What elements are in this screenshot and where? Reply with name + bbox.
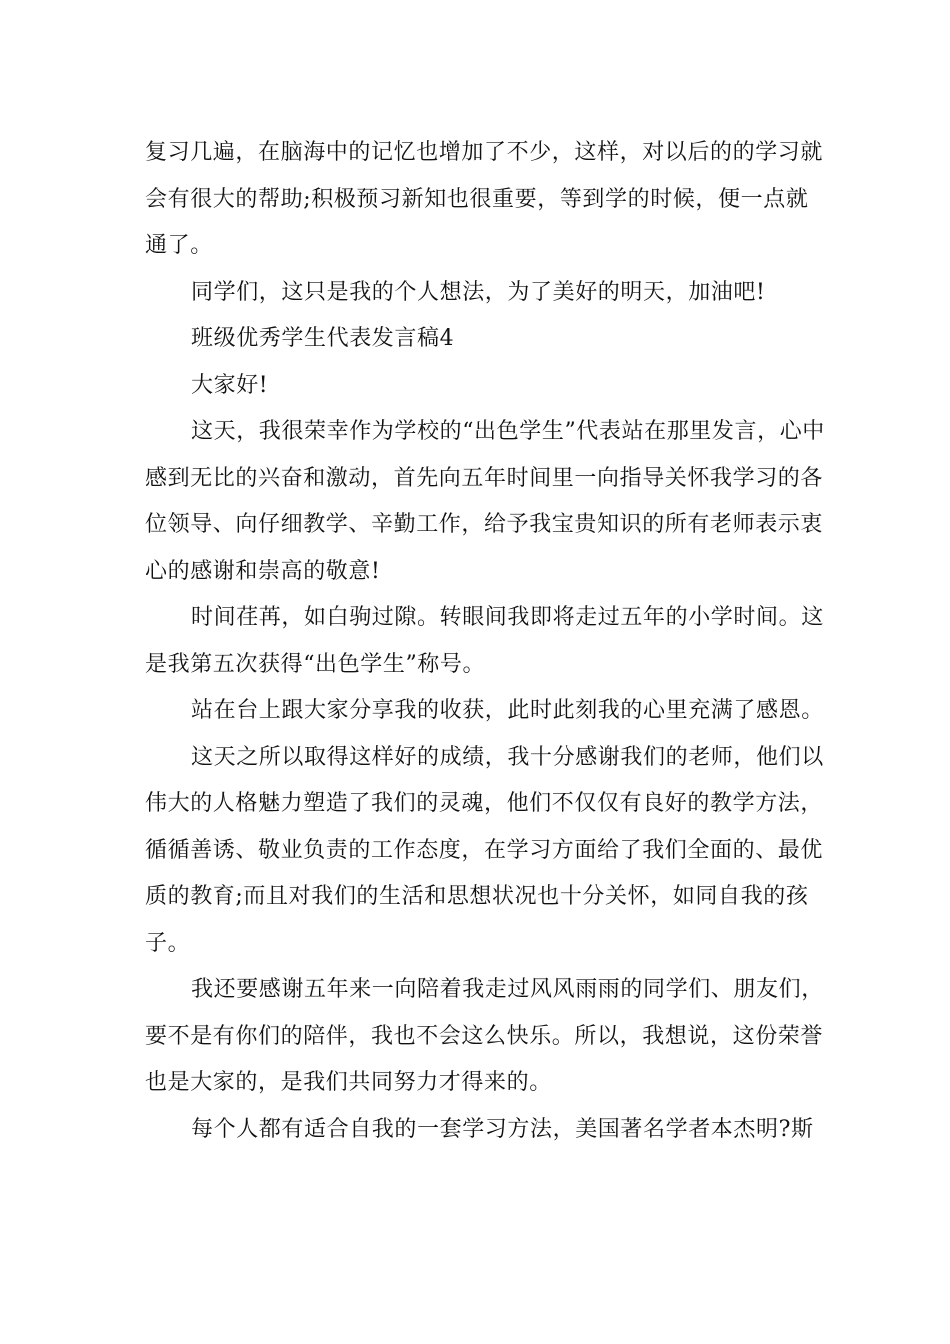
paragraph-8: 这天之所以取得这样好的成绩，我十分感谢我们的老师，他们以伟大的人格魅力塑造了我们的灵魂，他们不仅仅有良好的教学方法，循循善诱、敬业负责的工作态度，在学习方面给了我们全面的、最优质的教育;而且对我们的生活和思想状况也十分关怀，如同自我的孩子。 xyxy=(145,744,824,956)
paragraph-5: 这天，我很荣幸作为学校的“出色学生”代表站在那里发言，心中感到无比的兴奋和激动，首先向五年时间里一向指导关怀我学习的各位领导、向仔细教学、辛勤工作，给予我宝贵知识的所有老师表示衷心的感谢和崇高的敬意! xyxy=(145,419,825,584)
paragraph-2: 同学们，这只是我的个人想法，为了美好的明天，加油吧! xyxy=(191,279,766,305)
paragraph-10: 每个人都有适合自我的一套学习方法，美国著名学者本杰明?斯 xyxy=(191,1116,814,1142)
paragraph-1: 复习几遍，在脑海中的记忆也增加了不少，这样，对以后的的学习就会有很大的帮助;积极预习新知也很重要，等到学的时候，便一点就通了。 xyxy=(145,140,824,258)
greeting: 大家好! xyxy=(191,372,269,398)
paragraph-6: 时间荏苒，如白驹过隙。转眼间我即将走过五年的小学时间。这是我第五次获得“出色学生”称号。 xyxy=(145,605,824,677)
document-body xyxy=(145,130,825,1153)
paragraph-9: 我还要感谢五年来一向陪着我走过风风雨雨的同学们、朋友们，要不是有你们的陪伴，我也不会这么快乐。所以，我想说，这份荣誉也是大家的，是我们共同努力才得来的。 xyxy=(145,977,824,1095)
paragraph-7: 站在台上跟大家分享我的收获，此时此刻我的心里充满了感恩。 xyxy=(191,698,824,723)
section-heading: 班级优秀学生代表发言稿4 xyxy=(191,326,455,351)
